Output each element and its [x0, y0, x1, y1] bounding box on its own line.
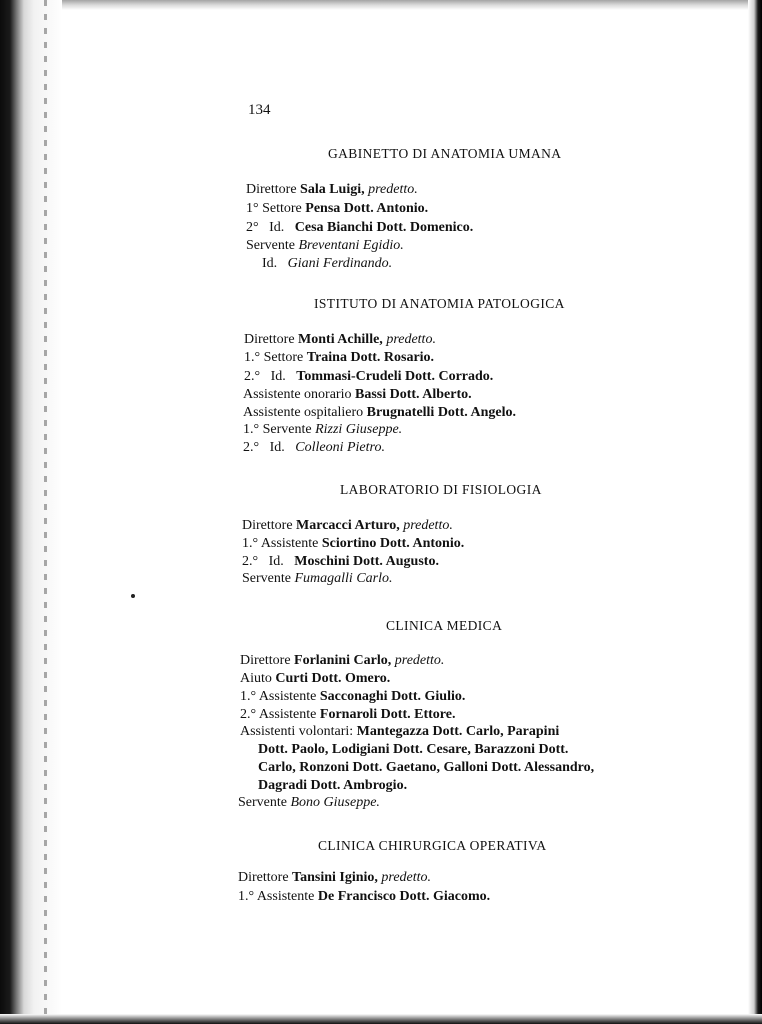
- entry-line: [262, 255, 392, 272]
- entry-note: predetto.: [377, 870, 432, 885]
- entry-name: Cesa Bianchi Dott. Domenico.: [294, 220, 474, 235]
- entry-name: Moschini Dott. Augusto.: [294, 554, 439, 569]
- entry-line: [240, 688, 465, 705]
- entry-name: Monti Achille,: [298, 332, 383, 347]
- section-heading: GABINETTO DI ANATOMIA UMANA: [328, 146, 562, 161]
- entry-name: Tansini Iginio,: [292, 870, 378, 885]
- entry-role: Aiuto: [240, 671, 276, 686]
- entry-line: [238, 794, 380, 811]
- entry-line: [244, 331, 436, 348]
- entry-role: 2.° Assistente: [240, 707, 320, 722]
- section-heading: CLINICA MEDICA: [386, 618, 503, 633]
- entry-line: [242, 553, 439, 570]
- entry-note: predetto.: [399, 518, 453, 533]
- entry-role: 2° Id.: [246, 220, 295, 235]
- entry-name: Traina Dott. Rosario.: [306, 350, 435, 365]
- entry-role: Direttore: [238, 870, 293, 885]
- entry-role: 1.° Servente: [243, 422, 316, 437]
- entry-role: Direttore: [244, 332, 299, 347]
- entry-role: Servente: [246, 238, 299, 253]
- entry-line: [258, 741, 568, 758]
- section-heading: LABORATORIO DI FISIOLOGIA: [340, 482, 542, 497]
- entry-line: [238, 869, 431, 886]
- entry-role: 2.° Id.: [242, 554, 295, 569]
- page-number: 134: [248, 102, 271, 118]
- entry-role: Assistente ospitaliero: [243, 405, 367, 420]
- entry-line: [238, 888, 490, 905]
- entry-line: [243, 386, 472, 403]
- entry-name: Pensa Dott. Antonio.: [305, 201, 429, 216]
- entry-line: [246, 200, 428, 217]
- entry-role: 1.° Settore: [244, 350, 307, 365]
- entry-name: Sala Luigi,: [300, 182, 365, 197]
- entry-line: [242, 517, 453, 534]
- entry-role: 2.° Id.: [243, 440, 296, 455]
- entry-role: 1.° Assistente: [238, 889, 318, 904]
- entry-role: Id.: [262, 256, 288, 271]
- entry-role: Servente: [238, 795, 291, 810]
- entry-note: Rizzi Giuseppe.: [315, 422, 403, 437]
- entry-name: Mantegazza Dott. Carlo, Parapini: [356, 724, 560, 739]
- section-heading: CLINICA CHIRURGICA OPERATIVA: [318, 838, 547, 853]
- entry-role: 1.° Assistente: [240, 689, 320, 704]
- entry-name: Brugnatelli Dott. Angelo.: [366, 405, 516, 420]
- entry-line: [240, 706, 455, 723]
- entry-line: [246, 181, 418, 198]
- entry-role: Direttore: [242, 518, 297, 533]
- entry-line: [258, 759, 594, 776]
- entry-role: Direttore: [246, 182, 301, 197]
- entry-role: Direttore: [240, 653, 295, 668]
- entry-line: [258, 777, 407, 794]
- entry-note: predetto.: [364, 182, 418, 197]
- entry-note: Giani Ferdinando.: [287, 256, 393, 271]
- entry-line: [246, 237, 404, 254]
- entry-note: predetto.: [382, 332, 436, 347]
- entry-role: 1.° Assistente: [242, 536, 322, 551]
- entry-note: Breventani Egidio.: [298, 238, 404, 253]
- entry-line: [240, 723, 559, 740]
- entry-name: Fornaroli Dott. Ettore.: [319, 707, 456, 722]
- section-heading: ISTITUTO DI ANATOMIA PATOLOGICA: [314, 296, 565, 311]
- entry-name: Bassi Dott. Alberto.: [354, 387, 472, 402]
- entry-line: [243, 404, 516, 421]
- entry-note: predetto.: [391, 653, 445, 668]
- entry-line: [243, 439, 385, 456]
- entry-line: [242, 570, 393, 587]
- entry-role: Assistenti volontari:: [240, 724, 357, 739]
- entry-role: 1° Settore: [246, 201, 306, 216]
- entry-role: 2.° Id.: [244, 369, 297, 384]
- entry-line: [240, 652, 444, 669]
- entry-name: Dott. Paolo, Lodigiani Dott. Cesare, Barazzoni Dott.: [258, 742, 569, 757]
- entry-note: Fumagalli Carlo.: [294, 571, 393, 586]
- entry-name: Sacconaghi Dott. Giulio.: [319, 689, 466, 704]
- entry-line: [244, 368, 493, 385]
- entry-note: Bono Giuseppe.: [290, 795, 380, 810]
- entry-name: Tommasi-Crudeli Dott. Corrado.: [296, 369, 494, 384]
- entry-line: [240, 670, 390, 687]
- entry-line: [242, 535, 464, 552]
- entry-name: Marcacci Arturo,: [296, 518, 400, 533]
- entry-name: Curti Dott. Omero.: [275, 671, 391, 686]
- entry-name: De Francisco Dott. Giacomo.: [317, 889, 491, 904]
- entry-line: [243, 421, 402, 438]
- entry-role: Servente: [242, 571, 295, 586]
- entry-line: [244, 349, 434, 366]
- entry-line: [246, 219, 473, 236]
- entry-name: Carlo, Ronzoni Dott. Gaetano, Galloni Dott. Alessandro,: [258, 760, 595, 775]
- entry-name: Forlanini Carlo,: [294, 653, 392, 668]
- entry-name: Sciortino Dott. Antonio.: [321, 536, 465, 551]
- entry-role: Assistente onorario: [243, 387, 355, 402]
- entry-name: Dagradi Dott. Ambrogio.: [258, 778, 408, 793]
- entry-note: Colleoni Pietro.: [295, 440, 385, 455]
